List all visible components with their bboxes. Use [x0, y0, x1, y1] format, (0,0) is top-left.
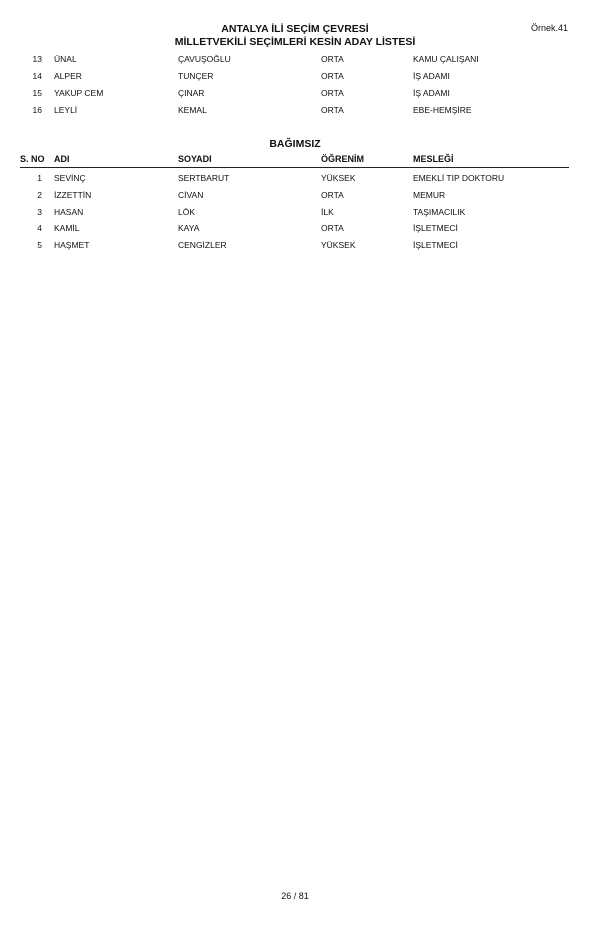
profession: EMEKLİ TIP DOKTORU — [413, 173, 505, 183]
surname: LÖK — [178, 207, 196, 217]
row-number: 2 — [37, 190, 42, 200]
first-name: ÜNAL — [54, 54, 77, 64]
table-row — [0, 105, 590, 119]
first-name: HAŞMET — [54, 240, 90, 250]
education: ORTA — [321, 88, 344, 98]
table-row — [0, 71, 590, 85]
education: ORTA — [321, 71, 344, 81]
column-header-profession: MESLEĞİ — [413, 154, 454, 164]
row-number: 4 — [37, 223, 42, 233]
profession: İŞ ADAMI — [413, 88, 450, 98]
column-header-no: S. NO — [20, 154, 45, 164]
table-row — [0, 88, 590, 102]
profession: MEMUR — [413, 190, 446, 200]
document-subtitle: MİLLETVEKİLİ SEÇİMLERİ KESİN ADAY LİSTESİ — [174, 36, 416, 48]
table-row — [0, 173, 590, 187]
column-header-first-name: ADI — [54, 154, 70, 164]
page-number: 26 / 81 — [281, 891, 309, 901]
profession: EBE-HEMŞİRE — [413, 105, 472, 115]
profession: İŞ ADAMI — [413, 71, 450, 81]
table-row — [0, 190, 590, 204]
surname: KAYA — [178, 223, 200, 233]
first-name: YAKUP CEM — [54, 88, 104, 98]
column-header-surname: SOYADI — [178, 154, 212, 164]
first-name: SEVİNÇ — [54, 173, 86, 183]
surname: KEMAL — [178, 105, 207, 115]
surname: CİVAN — [178, 190, 204, 200]
row-number: 14 — [32, 71, 42, 81]
document-title: ANTALYA İLİ SEÇİM ÇEVRESİ — [221, 23, 369, 35]
education: ORTA — [321, 190, 344, 200]
education: ORTA — [321, 54, 344, 64]
header-divider — [20, 167, 569, 168]
table-row — [0, 54, 590, 68]
section-title: BAĞIMSIZ — [269, 138, 321, 150]
form-reference: Örnek.41 — [530, 23, 568, 33]
profession: İŞLETMECİ — [413, 223, 458, 233]
table-header — [0, 154, 590, 168]
profession: İŞLETMECİ — [413, 240, 458, 250]
first-name: KAMİL — [54, 223, 80, 233]
education: ORTA — [321, 223, 344, 233]
table-row — [0, 240, 590, 254]
profession: TAŞIMACILIK — [413, 207, 466, 217]
row-number: 16 — [32, 105, 42, 115]
surname: CENGİZLER — [178, 240, 227, 250]
row-number: 15 — [32, 88, 42, 98]
surname: ÇINAR — [178, 88, 205, 98]
education: YÜKSEK — [321, 173, 356, 183]
profession: KAMU ÇALIŞANI — [413, 54, 479, 64]
education: İLK — [321, 207, 334, 217]
first-name: İZZETTİN — [54, 190, 92, 200]
surname: ÇAVUŞOĞLU — [178, 54, 231, 64]
table-row — [0, 223, 590, 237]
column-header-education: ÖĞRENİM — [321, 154, 365, 164]
row-number: 1 — [37, 173, 42, 183]
first-name: HASAN — [54, 207, 84, 217]
row-number: 3 — [37, 207, 42, 217]
surname: TUNÇER — [178, 71, 214, 81]
table-row — [0, 207, 590, 221]
first-name: LEYLİ — [54, 105, 78, 115]
surname: SERTBARUT — [178, 173, 230, 183]
row-number: 5 — [37, 240, 42, 250]
first-name: ALPER — [54, 71, 82, 81]
education: ORTA — [321, 105, 344, 115]
education: YÜKSEK — [321, 240, 356, 250]
row-number: 13 — [32, 54, 42, 64]
